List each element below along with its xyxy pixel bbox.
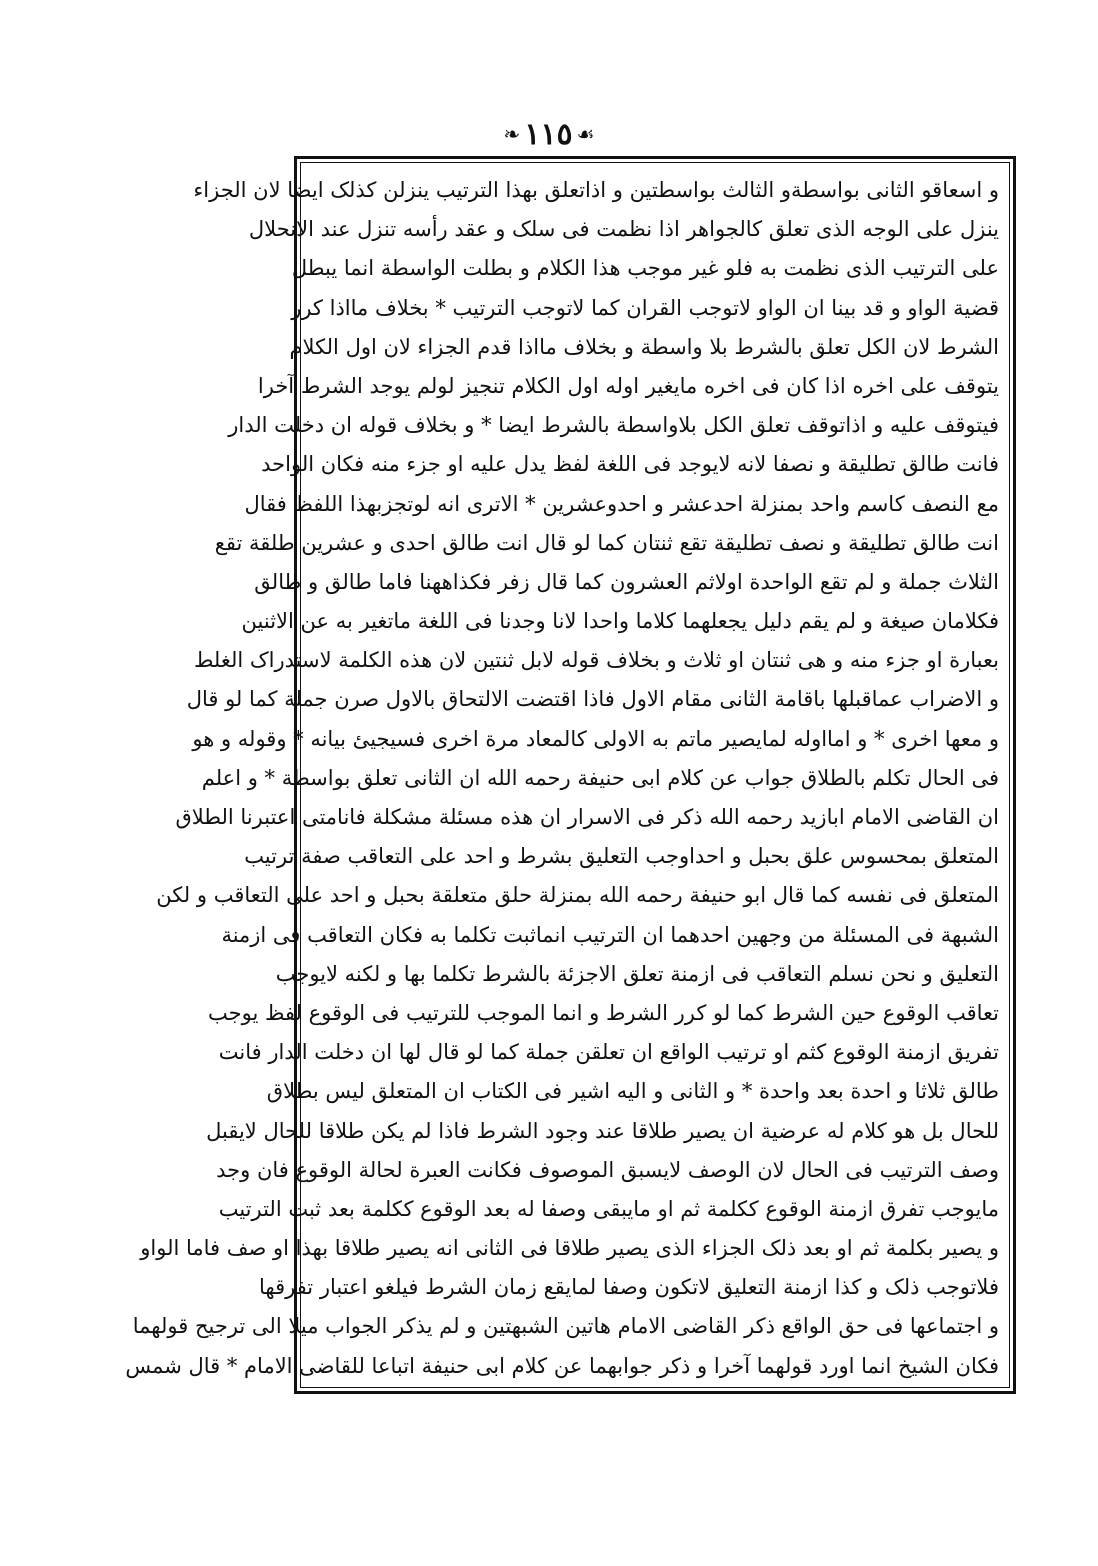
text-line: فلاتوجب ذلک و کذا ازمنة التعلیق لاتکون وصفا لمایقع زمان الشرط فیلغو اعتبار تفرقها [258, 1275, 999, 1300]
text-line: بعبارة او جزء منه و هی ثنتان او ثلاث و بخلاف قوله لابل ثنتین لان هذه الکلمة لاستدراک الغلط [193, 648, 999, 673]
text-line: تفریق ازمنة الوقوع کثم او ترتیب الواقع ان تعلقن جملة کما لو قال لها ان دخلت الدار فانت [218, 1040, 999, 1065]
text-line: الثلاث جملة و لم تقع الواحدة اولاثم العشرون کما قال زفر فکذاههنا فاما طالق و طالق [254, 569, 999, 594]
text-line: المتعلق فی نفسه کما قال ابو حنیفة رحمه الله بمنزلة حلق متعلقة بحبل و احد علی التعاقب و لکن [156, 883, 999, 908]
text-line: فانت طالق تطلیقة و نصفا لانه لایوجد فی اللغة لفظ یدل علیه او جزء منه فکان الواحد [261, 452, 999, 477]
text-line: المتعلق بمحسوس علق بحبل و احداوجب التعلیق بشرط و احد علی التعاقب صفة ترتیب [244, 844, 999, 869]
text-line: یتوقف علی اخره اذا کان فی اخره مایغیر اوله اول الکلام تنجیز لولم یوجد الشرط آخرا [257, 373, 999, 398]
text-line: الشرط لان الکل تعلق بالشرط بلا واسطة و بخلاف مااذا قدم الجزاء لان اول الکلام [289, 334, 999, 359]
text-line: مع النصف کاسم واحد بمنزلة احدعشر و احدوعشرین * الاتری انه لوتجزبهذا اللفظ فقال [244, 491, 999, 516]
text-line: وصف الترتیب فی الحال لان الوصف لایسبق الموصوف فکانت العبرة لحالة الوقوع فان وجد [216, 1157, 999, 1182]
text-line: فکلامان صیغة و لم یقم دلیل یجعلهما کلاما واحدا لانا وجدنا فی اللغة ماتغیر به عن الاثنین [241, 609, 999, 634]
text-line: الشبهة فی المسئلة من وجهین احدهما ان الترتیب انماثبت تکلما به فکان التعاقب فی ازمنة [221, 922, 999, 947]
text-line: ینزل علی الوجه الذی تعلق کالجواهر اذا نظمت فی سلک و عقد رأسه تنزل عند الانحلال [248, 217, 999, 242]
text-line: طالق ثلاثا و احدة بعد واحدة * و الثانی و الیه اشیر فی الکتاب ان المتعلق لیس بطلاق [266, 1079, 999, 1104]
ornament-left-icon: ❧ [503, 122, 521, 146]
body-text [125, 171, 999, 1386]
text-line: مایوجب تفرق ازمنة الوقوع ککلمة ثم او مایبقی وصفا له بعد الوقوع ککلمة بعد ثبت الترتیب [218, 1196, 999, 1221]
text-line: علی الترتیب الذی نظمت به فلو غیر موجب هذا الکلام و بطلت الواسطة انما یبطل [291, 256, 999, 281]
page-number: ١١٥ [524, 116, 573, 152]
text-line: و یصیر بکلمة ثم او بعد ذلک الجزاء الذی یصیر طلاقا فی الثانی انه یصیر طلاقا بهذا او صف فاما الواو [140, 1236, 999, 1261]
page-header [0, 112, 1098, 156]
text-line: و معها اخری * و امااوله لمایصیر ماتم به الاولی کالمعاد مرة اخری فسیجیئ بیانه * وقوله و هو [192, 726, 999, 751]
text-line: و اسعاقو الثانی بواسطةو الثالث بواسطتین و اذاتعلق بهذا الترتیب ینزلن کذلک ایضا لان الجزاء [193, 178, 999, 202]
text-line: قضیة الواو و قد بینا ان الواو لاتوجب القران کما لاتوجب الترتیب * بخلاف مااذا کرر [291, 295, 999, 320]
ornament-right-icon: ☙ [576, 122, 595, 146]
text-line: للحال بل هو کلام له عرضیة ان یصیر طلاقا عند وجود الشرط فاذا لم یکن طلاقا للحال لایقبل [206, 1118, 999, 1143]
text-line: انت طالق تطلیقة و نصف تطلیقة تقع ثنتان کما لو قال انت طالق احدی و عشرین طلقة تقع [214, 530, 999, 555]
page-frame [125, 156, 1016, 1394]
text-line: تعاقب الوقوع حین الشرط کما لو کرر الشرط و انما الموجب للترتیب فی الوقوع لفظ یوجب [208, 1000, 999, 1025]
page-frame-inner [125, 162, 1010, 1388]
text-line: و اجتماعها فی حق الواقع ذکر القاضی الامام هاتین الشبهتین و لم یذکر الجواب میلا الی ترجیح قولهما [132, 1314, 999, 1339]
text-line: فکان الشیخ انما اورد قولهما آخرا و ذکر جوابهما عن کلام ابی حنیفة اتباعا للقاضی الامام * قال شمس [125, 1353, 999, 1378]
text-line: و الاضراب عماقبلها باقامة الثانی مقام الاول فاذا اقتضت الالتحاق بالاول صرن جملة کما لو قال [186, 687, 999, 712]
text-line: التعلیق و نحن نسلم التعاقب فی ازمنة تعلق الاجزئة بالشرط تکلما بها و لکنه لایوجب [275, 961, 999, 986]
text-line: ان القاضی الامام ابازید رحمه الله ذکر فی الاسرار ان هذه مسئلة مشکلة فانامتی اعتبرنا الطلاق [175, 805, 999, 829]
text-line: فیتوقف علیه و اذاتوقف تعلق الکل بلاواسطة بالشرط ایضا * و بخلاف قوله ان دخلت الدار [228, 413, 999, 438]
text-line: فی الحال تکلم بالطلاق جواب عن کلام ابی حنیفة رحمه الله ان الثانی تعلق بواسطة * و اعلم [201, 765, 999, 790]
